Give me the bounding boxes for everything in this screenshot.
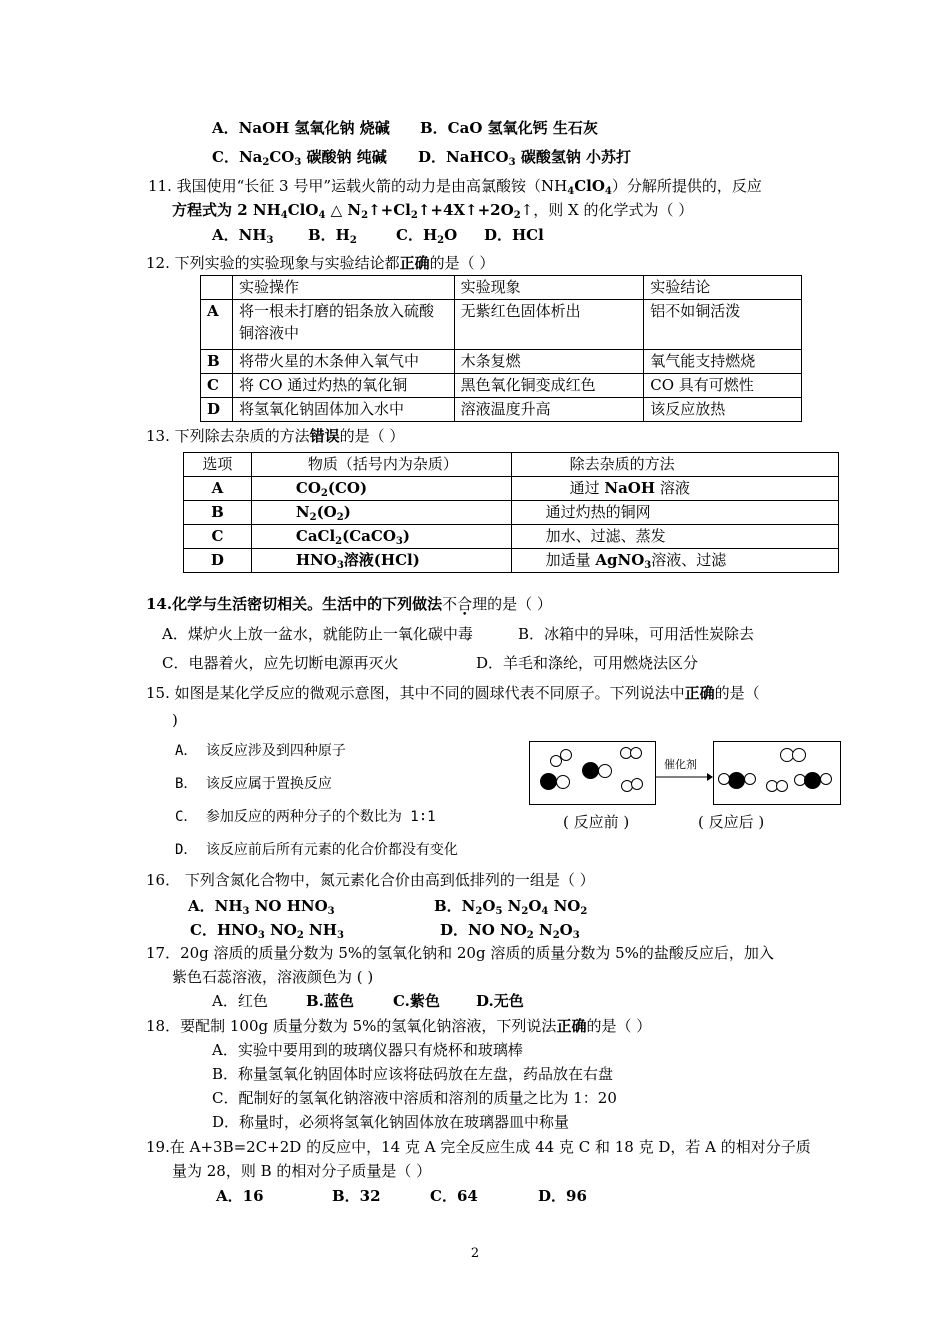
- q14-option-d: D．羊毛和涤纶，可用燃烧法区分: [476, 654, 699, 672]
- q17-option-c: C.紫色: [393, 992, 440, 1010]
- q13-row-substance: $N_2(O_2)$: [251, 501, 511, 525]
- q10-option-d: D．NaHCO$_3$ 碳酸氢钠 小苏打: [418, 148, 632, 168]
- q19-option-d: D．96: [538, 1187, 587, 1205]
- white-atom: [744, 773, 756, 785]
- q13-header-row: [184, 453, 839, 477]
- q12-header-op: 实验操作: [232, 276, 454, 300]
- q18-option-c: C．配制好的氢氧化钠溶液中溶质和溶剂的质量之比为 1：20: [212, 1089, 617, 1107]
- q19-option-b: B．32: [332, 1187, 381, 1205]
- q17-option-a: A．红色: [212, 992, 268, 1010]
- q11-stem-line2: 方程式为 2 $NH_4ClO_4$ △ $N_2↑+Cl_2↑+4X↑+2O_2↑$，则 X 的化学式为（ ）: [172, 201, 694, 221]
- q12-row-label: B: [201, 350, 233, 374]
- q15-stem-line2: ): [172, 711, 178, 729]
- q13-row-label: A: [184, 477, 252, 501]
- table-row: [184, 501, 839, 525]
- black-atom: [728, 772, 745, 789]
- q16-option-a: A．$NH_3$ NO $HNO_3$: [188, 897, 335, 917]
- q12-row-phen: 黑色氧化铜变成红色: [454, 374, 644, 398]
- q19-option-a: A．16: [216, 1187, 264, 1205]
- white-atom: [631, 778, 643, 790]
- q12-row-concl: 该反应放热: [644, 398, 802, 422]
- black-atom: [540, 773, 557, 790]
- q13-row-substance: $HNO_3$溶液(HCl): [251, 549, 511, 573]
- white-atom: [820, 773, 832, 785]
- white-atom: [630, 747, 642, 759]
- white-atom: [792, 748, 806, 762]
- q17-option-b: B.蓝色: [306, 992, 354, 1010]
- q12-row-op: 将 CO 通过灼热的氧化铜: [232, 374, 454, 398]
- table-row: [201, 398, 802, 422]
- q12-row-concl: CO 具有可燃性: [644, 374, 802, 398]
- q11-stem-line1: 11. 我国使用“长征 3 号甲”运载火箭的动力是由高氯酸铵$(NH_4ClO_4)$分解所提供的，反应: [148, 177, 762, 197]
- q12-table: [200, 275, 802, 422]
- q15-option-b: B． 该反应属于置换反应: [175, 776, 332, 792]
- q10-option-c: C．$Na_2CO_3$ 碳酸钠 纯碱: [212, 148, 387, 168]
- q12-row-concl: 氧气能支持燃烧: [644, 350, 802, 374]
- q13-row-label: B: [184, 501, 252, 525]
- q12-stem: 12. 下列实验的实验现象与实验结论都正确的是（ ）: [146, 254, 495, 272]
- white-atom: [776, 780, 788, 792]
- q15-stem: 15. 如图是某化学反应的微观示意图，其中不同的圆球代表不同原子。下列说法中正确的是（: [146, 684, 760, 702]
- table-row: [184, 549, 839, 573]
- white-atom: [560, 749, 572, 761]
- q12-row-concl: 铝不如铜活泼: [644, 300, 802, 350]
- table-row: [184, 477, 839, 501]
- q17-stem-line2: 紫色石蕊溶液，溶液颜色为 ( ): [172, 968, 374, 986]
- q15-option-a: A． 该反应涉及到四种原子: [175, 743, 346, 759]
- q18-stem: 18．要配制 100g 质量分数为 5%的氢氧化钠溶液，下列说法正确的是（ ）: [146, 1017, 652, 1035]
- q13-header-option: 选项: [184, 453, 252, 477]
- q13-row-label: D: [184, 549, 252, 573]
- q10-option-b: B．CaO 氢氧化钙 生石灰: [420, 119, 598, 137]
- q18-option-a: A．实验中要用到的玻璃仪器只有烧杯和玻璃棒: [212, 1041, 523, 1059]
- q15-option-d: D． 该反应前后所有元素的化合价都没有变化: [175, 842, 458, 858]
- q12-header-concl: 实验结论: [644, 276, 802, 300]
- page-number: 2: [470, 1246, 480, 1261]
- q13-row-method: 通过灼热的铜网: [511, 501, 838, 525]
- q14-option-a: A．煤炉火上放一盆水，就能防止一氧化碳中毒: [162, 625, 473, 643]
- q12-row-phen: 无紫红色固体析出: [454, 300, 644, 350]
- q12-row-phen: 木条复燃: [454, 350, 644, 374]
- q19-option-c: C．64: [430, 1187, 478, 1205]
- q16-option-c: C．$HNO_3$ $NO_2$ $NH_3$: [190, 921, 344, 941]
- q18-option-b: B．称量氢氧化钠固体时应该将砝码放在左盘，药品放在右盘: [212, 1065, 614, 1083]
- white-atom: [598, 764, 612, 778]
- q14-option-b: B．冰箱中的异味，可用活性炭除去: [518, 625, 755, 643]
- q13-table: [183, 452, 839, 573]
- q14-stem: 14.化学与生活密切相关。生活中的下列做法不合理的是（ ）: [146, 595, 552, 613]
- q13-row-substance: CaCl$_2$(CaCO$_3$): [251, 525, 511, 549]
- q14-option-c: C．电器着火，应先切断电源再灭火: [162, 654, 399, 672]
- q10-option-a: A．NaOH 氢氧化钠 烧碱: [212, 119, 390, 137]
- q11-option-a: A．$NH_3$: [212, 226, 274, 246]
- q16-option-d: D．NO $NO_2$ $N_2O_3$: [440, 921, 580, 941]
- q13-header-method: 除去杂质的方法: [511, 453, 838, 477]
- q11-option-b: B．$H_2$: [308, 226, 357, 246]
- q17-stem-line1: 17．20g 溶质的质量分数为 5%的氢氧化钠和 20g 溶质的质量分数为 5%的盐酸反应后，加入: [146, 944, 774, 962]
- black-atom: [804, 772, 821, 789]
- q19-stem-line1: 19.在 A+3B=2C+2D 的反应中，14 克 A 完全反应生成 44 克 C 和 18 克 D，若 A 的相对分子质: [146, 1138, 811, 1156]
- q11-option-d: D．HCl: [484, 226, 544, 244]
- white-atom: [556, 775, 570, 789]
- reaction-arrow-icon: [655, 772, 713, 782]
- q12-row-op: 将氢氧化钠固体加入水中: [232, 398, 454, 422]
- q18-option-d: D．称量时，必须将氢氧化钠固体放在玻璃器皿中称量: [212, 1113, 570, 1131]
- black-atom: [582, 762, 599, 779]
- q12-row-op: 将一根未打磨的铝条放入硫酸铜溶液中: [232, 300, 454, 350]
- q12-row-op: 将带火星的木条伸入氧气中: [232, 350, 454, 374]
- q12-row-label: C: [201, 374, 233, 398]
- table-row: [184, 525, 839, 549]
- table-row: [201, 374, 802, 398]
- q19-stem-line2: 量为 28，则 B 的相对分子质量是（ ）: [172, 1162, 432, 1180]
- white-atom: [718, 773, 730, 785]
- q13-stem: 13. 下列除去杂质的方法错误的是（ ）: [146, 427, 405, 445]
- q12-header-row: [201, 276, 802, 300]
- q13-row-method: 加适量 AgNO$_3$溶液、过滤: [511, 549, 838, 573]
- q13-row-method: 通过 NaOH 溶液: [511, 477, 838, 501]
- q16-option-b: B．$N_2O_5$ $N_2O_4$ $NO_2$: [434, 897, 588, 917]
- reaction-before-box: [529, 741, 656, 805]
- q13-header-substance: 物质（括号内为杂质）: [251, 453, 511, 477]
- reaction-after-box: [713, 741, 841, 805]
- q11-option-c: C．$H_2O$: [396, 226, 458, 246]
- q12-row-label: D: [201, 398, 233, 422]
- before-label: ( 反应前 ): [563, 813, 630, 831]
- q16-stem: 16． 下列含氮化合物中，氮元素化合价由高到低排列的一组是（ ）: [146, 871, 595, 889]
- q12-header-empty: [201, 276, 233, 300]
- q12-row-phen: 溶液温度升高: [454, 398, 644, 422]
- after-label: ( 反应后 ): [698, 813, 765, 831]
- q13-row-method: 加水、过滤、蒸发: [511, 525, 838, 549]
- q12-row-label: A: [201, 300, 233, 350]
- q12-header-phen: 实验现象: [454, 276, 644, 300]
- table-row: [201, 300, 802, 350]
- catalyst-label: 催化剂: [664, 758, 697, 771]
- q13-row-substance: $CO_2(CO)$: [251, 477, 511, 501]
- q15-option-c: C． 参加反应的两种分子的个数比为 1∶1: [175, 809, 436, 825]
- q17-option-d: D.无色: [476, 992, 524, 1010]
- table-row: [201, 350, 802, 374]
- q13-row-label: C: [184, 525, 252, 549]
